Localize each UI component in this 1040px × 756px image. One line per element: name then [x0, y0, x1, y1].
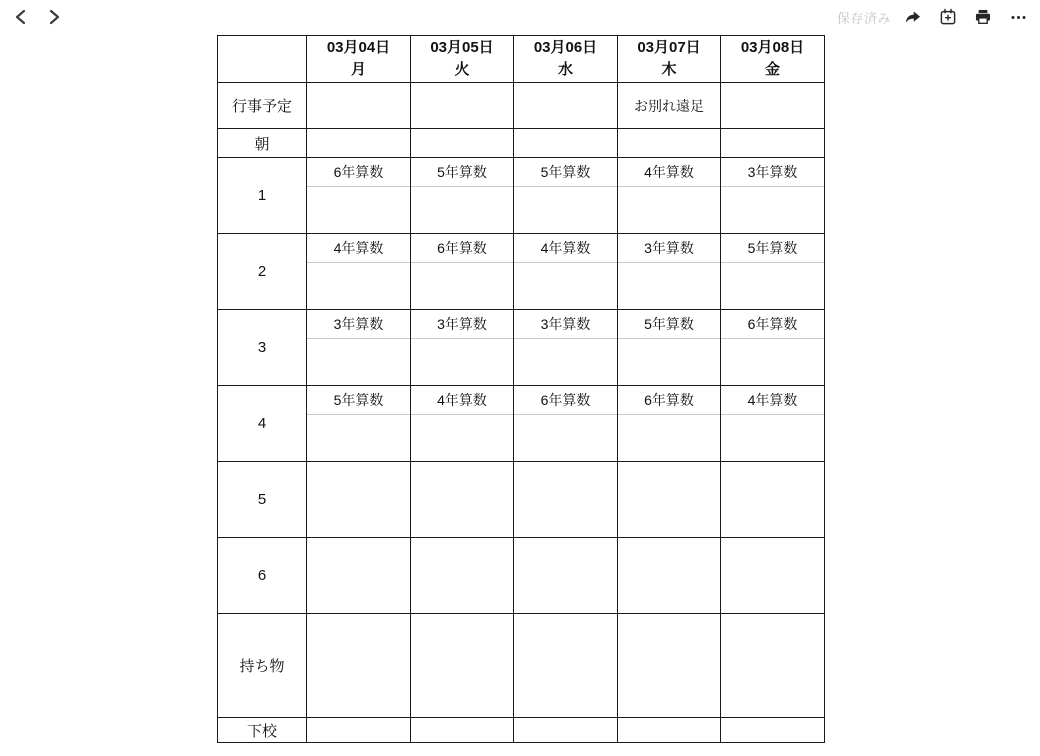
row-period-1 [218, 158, 825, 234]
row-label: 6 [218, 538, 307, 614]
day-date: 03月05日 [430, 39, 494, 56]
timetable-cell[interactable] [721, 614, 825, 718]
row-label: 1 [218, 158, 307, 234]
timetable-cell[interactable] [307, 234, 411, 310]
timetable-cell[interactable] [618, 158, 721, 234]
timetable-cell[interactable] [307, 614, 411, 718]
timetable-cell[interactable] [411, 462, 514, 538]
timetable-cell[interactable] [514, 462, 618, 538]
timetable-cell[interactable] [411, 234, 514, 310]
chevron-right-icon [48, 9, 61, 25]
timetable-cell[interactable] [307, 158, 411, 234]
subject-entry[interactable]: 6年算数 [307, 158, 410, 187]
subject-entry[interactable]: 3年算数 [514, 310, 617, 339]
row-belongings [218, 614, 825, 718]
timetable-cell[interactable] [618, 310, 721, 386]
timetable-cell[interactable] [721, 129, 825, 158]
row-label: 2 [218, 234, 307, 310]
day-date: 03月04日 [326, 39, 391, 56]
subject-entry[interactable]: 3年算数 [618, 234, 720, 263]
timetable-cell[interactable] [411, 614, 514, 718]
timetable-cell[interactable] [411, 158, 514, 234]
subject-entry[interactable]: 3年算数 [411, 310, 513, 339]
subject-entry[interactable]: 3年算数 [307, 310, 410, 339]
day-of-week: 金 [764, 61, 780, 78]
timetable-cell[interactable] [514, 310, 618, 386]
timetable-cell[interactable]: お別れ遠足 [618, 83, 721, 129]
timetable-cell[interactable] [618, 386, 721, 462]
row-label: 持ち物 [218, 614, 307, 718]
day-header-0 [307, 36, 411, 83]
timetable-cell[interactable] [514, 614, 618, 718]
row-period-6 [218, 538, 825, 614]
subject-entry[interactable]: 5年算数 [618, 310, 720, 339]
timetable-cell[interactable] [721, 310, 825, 386]
row-label: 5 [218, 462, 307, 538]
row-morning [218, 129, 825, 158]
timetable-cell[interactable] [618, 462, 721, 538]
subject-entry[interactable]: 3年算数 [721, 158, 824, 187]
day-of-week: 木 [661, 61, 677, 78]
timetable-cell[interactable] [721, 83, 825, 129]
subject-entry[interactable]: 4年算数 [721, 386, 824, 415]
subject-entry[interactable]: 5年算数 [514, 158, 617, 187]
day-of-week: 月 [350, 61, 366, 78]
subject-entry[interactable]: 6年算数 [721, 310, 824, 339]
timetable-cell[interactable] [514, 718, 618, 743]
timetable-cell[interactable] [307, 129, 411, 158]
row-period-3 [218, 310, 825, 386]
subject-entry[interactable]: 4年算数 [514, 234, 617, 263]
timetable-cell[interactable] [307, 83, 411, 129]
day-header-3 [618, 36, 721, 83]
timetable-cell[interactable] [411, 386, 514, 462]
row-label: 3 [218, 310, 307, 386]
next-week-button[interactable] [46, 8, 62, 26]
timetable-cell[interactable] [514, 386, 618, 462]
timetable-cell[interactable] [307, 310, 411, 386]
subject-entry[interactable]: 4年算数 [618, 158, 720, 187]
timetable-cell[interactable] [514, 83, 618, 129]
print-button[interactable] [973, 7, 993, 27]
share-button[interactable] [903, 7, 923, 27]
toolbar [837, 7, 1028, 27]
timetable-cell[interactable] [721, 234, 825, 310]
timetable-header [218, 36, 825, 83]
timetable-cell[interactable] [411, 83, 514, 129]
timetable-cell[interactable] [618, 129, 721, 158]
day-header-1 [411, 36, 514, 83]
day-header-4 [721, 36, 825, 83]
day-of-week: 水 [557, 61, 573, 78]
timetable-cell[interactable] [411, 310, 514, 386]
row-label: 下校 [218, 718, 307, 743]
timetable-cell[interactable] [307, 386, 411, 462]
timetable-cell[interactable] [411, 718, 514, 743]
subject-entry[interactable]: 6年算数 [514, 386, 617, 415]
day-of-week: 火 [454, 61, 470, 78]
subject-entry[interactable]: 4年算数 [307, 234, 410, 263]
timetable-cell[interactable] [307, 538, 411, 614]
timetable-cell[interactable] [307, 718, 411, 743]
timetable [217, 35, 825, 743]
subject-entry[interactable]: 6年算数 [411, 234, 513, 263]
day-date: 03月07日 [637, 39, 701, 56]
ellipsis-icon [1010, 9, 1027, 26]
timetable-cell[interactable] [514, 538, 618, 614]
week-navigation [12, 8, 62, 26]
share-forward-icon [904, 8, 922, 26]
row-dismissal [218, 718, 825, 743]
subject-entry[interactable]: 5年算数 [411, 158, 513, 187]
calendar-add-button[interactable] [938, 7, 958, 27]
timetable-cell[interactable] [514, 129, 618, 158]
subject-entry[interactable]: 6年算数 [618, 386, 720, 415]
row-period-5 [218, 462, 825, 538]
row-label: 4 [218, 386, 307, 462]
subject-entry[interactable]: 5年算数 [721, 234, 824, 263]
timetable-cell[interactable] [721, 386, 825, 462]
timetable-cell[interactable] [721, 462, 825, 538]
timetable-cell[interactable] [514, 234, 618, 310]
timetable-cell[interactable] [618, 718, 721, 743]
row-label: 行事予定 [218, 83, 307, 129]
printer-icon [974, 8, 992, 26]
row-label: 朝 [218, 129, 307, 158]
day-date: 03月08日 [740, 39, 805, 56]
timetable-cell[interactable] [721, 718, 825, 743]
timetable-cell[interactable] [618, 234, 721, 310]
timetable-cell[interactable] [514, 158, 618, 234]
row-period-4 [218, 386, 825, 462]
timetable-cell[interactable] [721, 538, 825, 614]
corner-cell [218, 36, 307, 83]
saved-status: 保存済み [836, 10, 891, 26]
chevron-left-icon [14, 9, 27, 25]
previous-week-button[interactable] [12, 8, 28, 26]
subject-entry[interactable]: 4年算数 [411, 386, 513, 415]
timetable-cell[interactable] [411, 129, 514, 158]
timetable-cell[interactable] [307, 462, 411, 538]
subject-entry[interactable]: 5年算数 [307, 386, 410, 415]
timetable-cell[interactable] [721, 158, 825, 234]
day-date: 03月06日 [533, 39, 598, 56]
day-header-2 [514, 36, 618, 83]
row-period-2 [218, 234, 825, 310]
calendar-plus-icon [939, 8, 957, 26]
more-menu-button[interactable] [1008, 7, 1028, 27]
timetable-cell[interactable] [618, 538, 721, 614]
timetable-body [218, 83, 825, 743]
timetable-cell[interactable] [618, 614, 721, 718]
row-event [218, 83, 825, 129]
timetable-cell[interactable] [411, 538, 514, 614]
header-row [218, 36, 825, 83]
